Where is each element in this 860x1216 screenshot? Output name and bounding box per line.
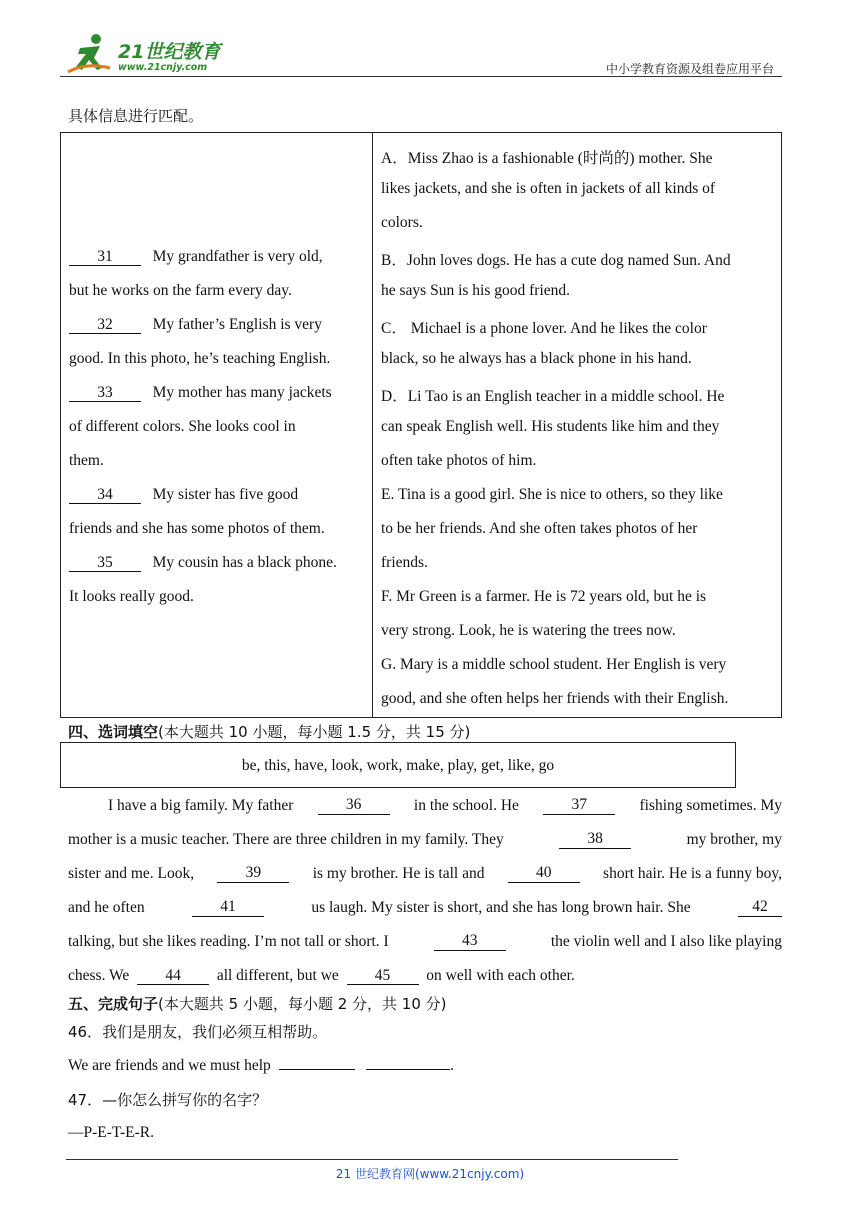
page-header — [60, 30, 782, 78]
option-line: very strong. Look, he is watering the trees now. — [381, 622, 676, 639]
q46-chinese: 46．我们是朋友，我们必须互相帮助。 — [68, 1023, 328, 1041]
left-item-33-cont2: them. — [69, 452, 104, 469]
answer-blank-34[interactable]: 34 — [69, 487, 141, 504]
section4-heading — [68, 721, 470, 742]
option-line: he says Sun is his good friend. — [381, 282, 571, 299]
left-item-33: 33 My mother has many jackets — [69, 384, 332, 402]
logo-text: 21世纪教育 — [118, 41, 221, 63]
platform-title: 中小学教育资源及组卷应用平台 — [605, 62, 774, 76]
answer-blank-36[interactable]: 36 — [318, 797, 390, 815]
passage-line-3: sister and me. Look, 39 is my brother. He is tall and 40 short hair. He is a funny boy, — [68, 864, 782, 882]
option-line: G. Mary is a middle school student. Her English is very — [381, 656, 727, 673]
section5-title: 五、完成句子 — [68, 995, 159, 1013]
section5-info: (本大题共 5 小题，每小题 2 分，共 10 分) — [158, 995, 447, 1013]
answer-blank-32[interactable]: 32 — [69, 317, 141, 334]
option-line: to be her friends. And she often takes photos of her — [381, 520, 698, 537]
answer-blank-35[interactable]: 35 — [69, 555, 141, 572]
left-item-33-cont: of different colors. She looks cool in — [69, 418, 296, 435]
passage-line-4: and he often 41 us laugh. My sister is short, and she has long brown hair. She 42 — [68, 899, 782, 917]
section4-info: (本大题共 10 小题，每小题 1.5 分，共 15 分) — [158, 723, 471, 741]
intro-text: 具体信息进行匹配。 — [68, 107, 204, 125]
passage-line-2: mother is a music teacher. There are three children in my family. They 38 my brother, my — [68, 830, 782, 848]
passage-line-6: chess. We 44 all different, but we 45 on well with each other. — [68, 967, 575, 984]
header-divider — [60, 76, 782, 77]
answer-blank-43[interactable]: 43 — [434, 933, 506, 951]
left-item-32-cont: good. In this photo, he’s teaching English. — [69, 350, 331, 367]
option-line: can speak English well. His students like him and they — [381, 418, 720, 435]
option-line: D．Li Tao is an English teacher in a middle school. He — [381, 388, 725, 405]
left-item-31-cont: but he works on the farm every day. — [69, 282, 292, 299]
table-divider — [372, 133, 373, 717]
footer-divider — [66, 1159, 678, 1160]
left-item-34-cont: friends and she has some photos of them. — [69, 520, 325, 537]
option-line: often take photos of him. — [381, 452, 537, 469]
answer-blank-40[interactable]: 40 — [508, 865, 580, 883]
option-line: likes jackets, and she is often in jackets of all kinds of — [381, 180, 716, 197]
answer-blank-46a[interactable] — [279, 1069, 355, 1070]
left-item-35-cont: It looks really good. — [69, 588, 194, 605]
passage-line-1: I have a big family. My father 36 in the school. He 37 fishing sometimes. My — [108, 796, 782, 814]
left-item-32: 32 My father’s English is very — [69, 316, 322, 334]
answer-blank-31[interactable]: 31 — [69, 249, 141, 266]
option-line: B．John loves dogs. He has a cute dog named Sun. And — [381, 252, 731, 269]
logo-url: www.21cnjy.com — [118, 62, 208, 73]
answer-blank-37[interactable]: 37 — [543, 797, 615, 815]
answer-blank-44[interactable]: 44 — [137, 968, 209, 985]
section5-heading — [68, 993, 447, 1014]
answer-blank-41[interactable]: 41 — [192, 899, 264, 917]
q47-english: —P-E-T-E-R. — [68, 1124, 154, 1141]
answer-blank-46b[interactable] — [366, 1069, 450, 1070]
answer-blank-38[interactable]: 38 — [559, 831, 631, 849]
left-item-34: 34 My sister has five good — [69, 486, 298, 504]
q46-english: We are friends and we must help . — [68, 1057, 455, 1074]
site-logo — [66, 32, 246, 78]
option-line: friends. — [381, 554, 428, 571]
option-line: colors. — [381, 214, 423, 231]
section4-title: 四、选词填空 — [68, 723, 159, 741]
option-line: good, and she often helps her friends with their English. — [381, 690, 729, 707]
matching-table — [60, 132, 782, 718]
left-item-31: 31 My grandfather is very old, — [69, 248, 323, 266]
answer-blank-33[interactable]: 33 — [69, 385, 141, 402]
option-line: A．Miss Zhao is a fashionable (时尚的) mother. She — [381, 150, 713, 167]
answer-blank-39[interactable]: 39 — [217, 865, 289, 883]
passage-line-5: talking, but she likes reading. I’m not tall or short. I 43 the violin well and I also like playing — [68, 932, 782, 950]
runner-icon — [66, 32, 114, 76]
q47-chinese: 47．—你怎么拼写你的名字？ — [68, 1091, 268, 1109]
answer-blank-42[interactable]: 42 — [738, 899, 782, 917]
footer-text: 21 世纪教育网(www.21cnjy.com) — [335, 1167, 525, 1181]
word-bank-box: be, this, have, look, work, make, play, get, like, go — [60, 742, 736, 788]
option-line: C． Michael is a phone lover. And he likes the color — [381, 320, 707, 337]
option-line: F. Mr Green is a farmer. He is 72 years old, but he is — [381, 588, 707, 605]
option-line: black, so he always has a black phone in his hand. — [381, 350, 692, 367]
option-line: E. Tina is a good girl. She is nice to others, so they like — [381, 486, 723, 503]
left-item-35: 35 My cousin has a black phone. — [69, 554, 337, 572]
answer-blank-45[interactable]: 45 — [347, 968, 419, 985]
